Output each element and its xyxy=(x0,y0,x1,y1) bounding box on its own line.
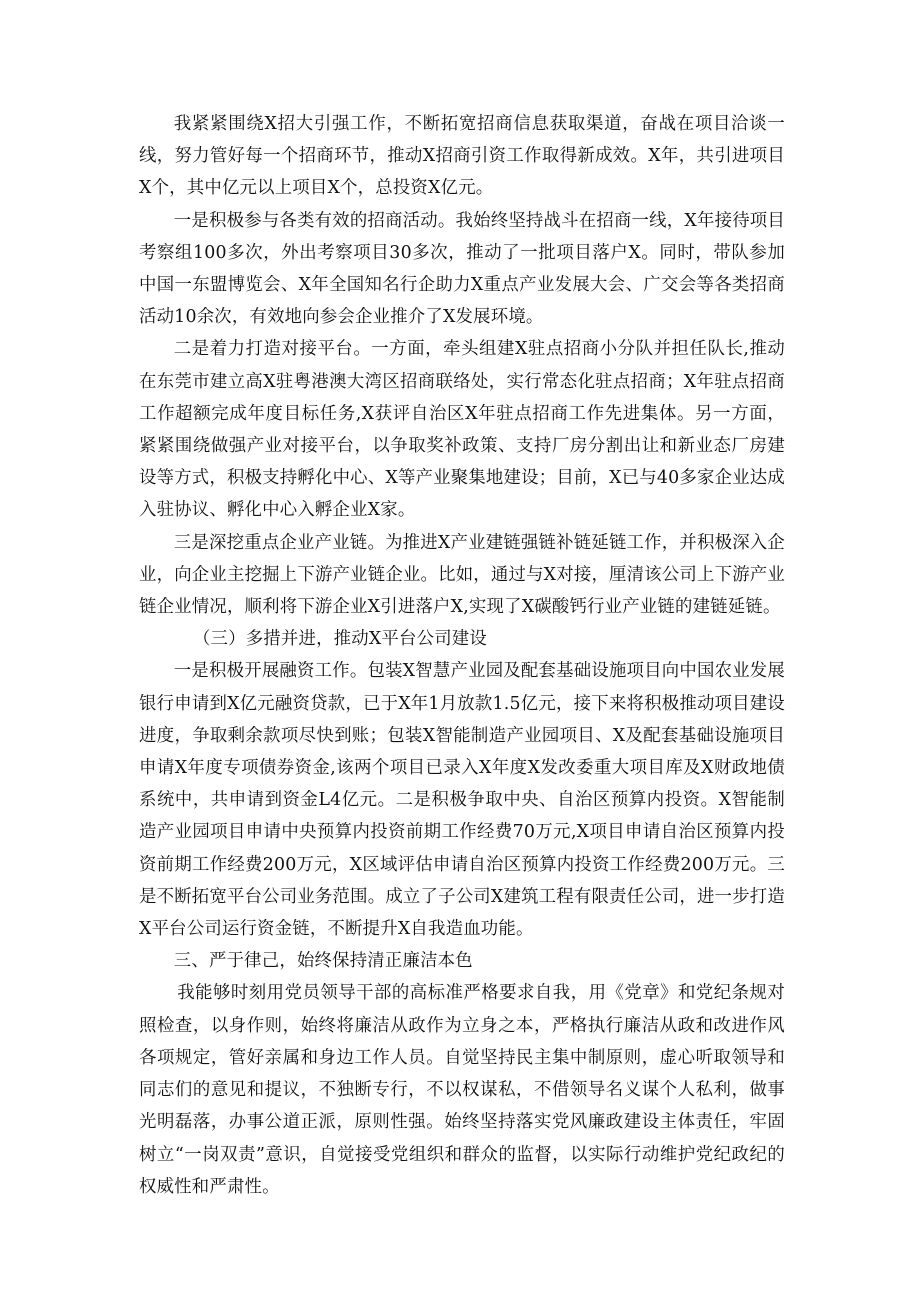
paragraph-investment-activities: 一是积极参与各类有效的招商活动。我始终坚持战斗在招商一线，X年接待项目考察组100多次，外出考察项目30多次，推动了一批项目落户X。同时，带队参加中国一东盟博览会、X年全国知名行企助力X重点产业发展大会、广交会等各类招商活动10余次，有效地向参会企业推介了X发展环境。 xyxy=(139,210,785,328)
paragraph-financing-work: 一是积极开展融资工作。包装X智慧产业园及配套基础设施项目向中国农业发展银行申请到X亿元融资贷款，已于X年1月放款1.5亿元，接下来将积极推动项目建设进度，争取剩余款项尽快到账；包装X智能制造产业园项目、X及配套基础设施项目申请X年度专项债券资金,该两个项目已录入X年度X发改委重大项目库及X财政地债系统中，共申请到资金L4亿元。二是积极争取中央、自治区预算内投资。X智能制造产业园项目申请中央预算内投资前期工作经费70万元,X项目申请自治区预算内投资前期工作经费200万元，X区域评估申请自治区预算内投资工作经费200万元。三是不断拓宽平台公司业务范围。成立了子公司X建筑工程有限责任公司，进一步打造X平台公司运行资金链，不断提升X自我造血功能。 xyxy=(139,661,785,940)
document-page xyxy=(139,108,785,1203)
section-heading-platform-company: （三）多措并进，推动X平台公司建设 xyxy=(192,629,487,650)
paragraph-docking-platform: 二是着力打造对接平台。一方面，牵头组建X驻点招商小分队并担任队长,推动在东莞市建立高X驻粤港澳大湾区招商联络处，实行常态化驻点招商；X年驻点招商工作超额完成年度目标任务,X获评自治区X年驻点招商工作先进集体。另一方面，紧紧围绕做强产业对接平台，以争取奖补政策、支持厂房分割出让和新业态厂房建设等方式，积极支持孵化中心、X等产业聚集地建设；目前，X已与40多家企业达成入驻协议、孵化中心入孵企业X家。 xyxy=(139,339,785,521)
paragraph-integrity-conduct: 我能够时刻用党员领导干部的高标准严格要求自我，用《党章》和党纪条规对照检查，以身作则，始终将廉洁从政作为立身之本，严格执行廉洁从政和改进作风各项规定，管好亲属和身边工作人员。自觉坚持民主集中制原则，虚心听取领导和同志们的意见和提议，不独断专行，不以权谋私，不借领导名义谋个人私利，做事光明磊落，办事公道正派，原则性强。始终坚持落实党风廉政建设主体责任，牢固树立“一岗双责”意识，自觉接受党组织和群众的监督，以实际行动维护党纪政纪的权威性和严肃性。 xyxy=(139,983,785,1197)
section-heading-integrity: 三、严于律己，始终保持清正廉洁本色 xyxy=(173,951,473,972)
paragraph-industry-chain: 三是深挖重点企业产业链。为推进X产业建链强链补链延链工作，并积极深入企业，向企业主挖掘上下游产业链企业。比如，通过与X对接，厘清该公司上下游产业链企业情况，顺利将下游企业X引进落户X,实现了X碳酸钙行业产业链的建链延链。 xyxy=(139,532,785,618)
paragraph-investment-summary: 我紧紧围绕X招大引强工作，不断拓宽招商信息获取渠道，奋战在项目洽谈一线，努力管好每一个招商环节，推动X招商引资工作取得新成效。X年，共引进项目X个，其中亿元以上项目X个，总投资X亿元。 xyxy=(139,114,785,199)
